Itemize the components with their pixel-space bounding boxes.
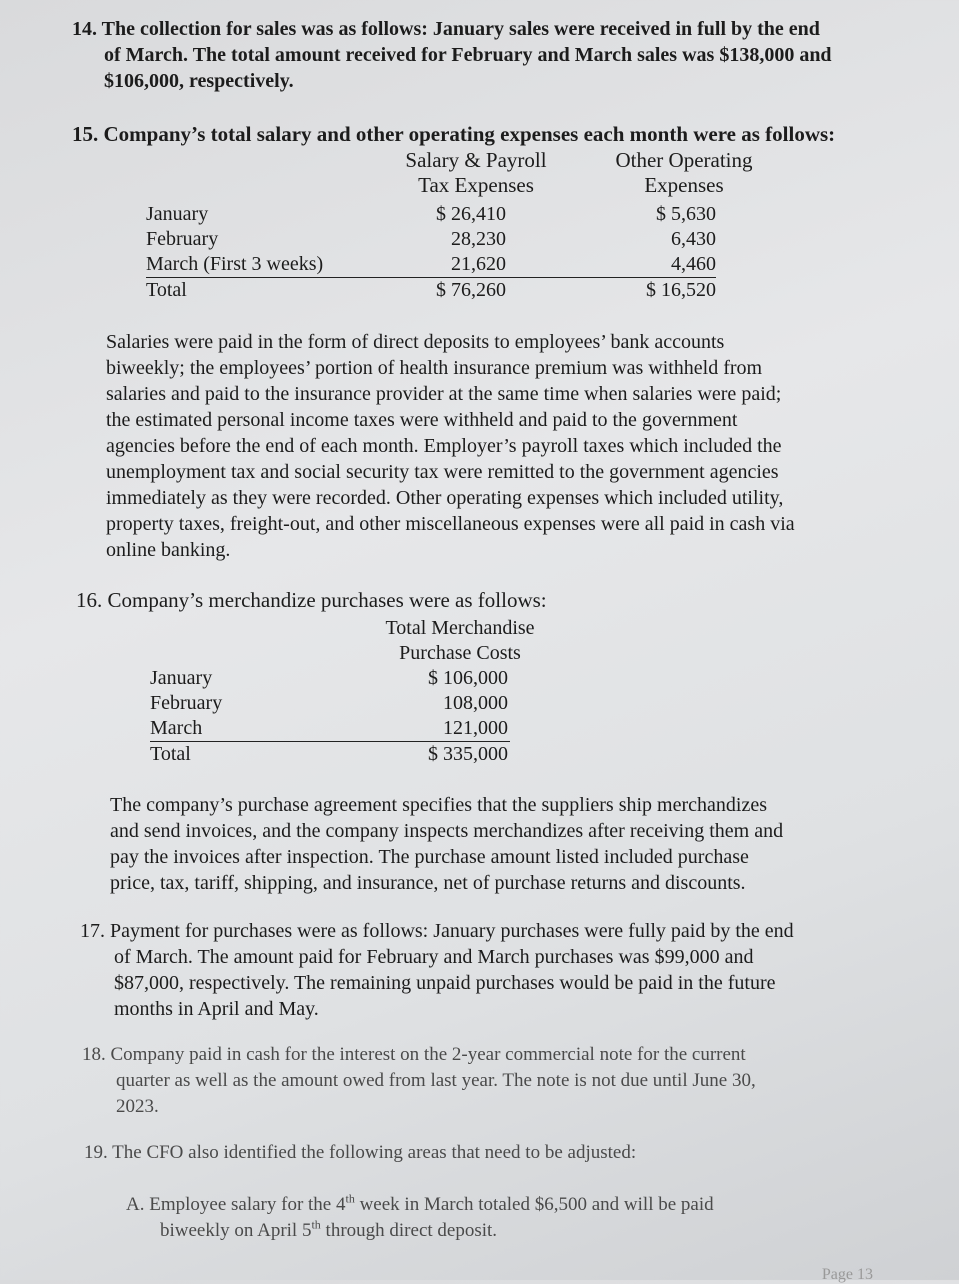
row-label: March [150,717,203,739]
purchase-value: $ 106,000 [428,667,508,689]
purchase-column-header [370,616,550,666]
row-label: Total [146,279,187,301]
other-column-header [606,148,762,198]
text-fragment: A. Employee salary for the 4 [126,1194,346,1215]
table-row [146,202,716,227]
table-row [150,666,510,691]
item-15-heading: 15. Company’s total salary and other operating expenses each month were as follows: [72,122,836,146]
table-row [150,691,510,716]
superscript: th [345,1191,355,1206]
salary-header-line: Tax Expenses [418,173,534,197]
salary-value: $ 26,410 [436,203,506,225]
item-19-a-line [126,1192,714,1218]
item-14 [72,16,832,94]
purchase-value: 121,000 [443,717,508,739]
table-row [146,252,716,278]
expenses-table [146,202,716,303]
paragraph-line: unemployment tax and social security tax were remitted to the government agencies [106,461,779,483]
item-19-a [126,1192,714,1244]
item-15-paragraph [106,329,795,563]
paragraph-line: immediately as they were recorded. Other operating expenses which included utility, [106,487,784,509]
paragraph-line: biweekly; the employees’ portion of health insurance premium was withheld from [106,357,763,379]
page-number: Page 13 [821,1266,873,1283]
item-17-line: $87,000, respectively. The remaining unpaid purchases would be paid in the future [114,972,776,994]
row-label: January [150,667,213,689]
other-header-line: Other Operating [615,148,753,172]
purchase-value: 108,000 [443,692,508,714]
table-row [146,227,716,252]
item-18-line: 18. Company paid in cash for the interest on the 2-year commercial note for the current [82,1044,746,1065]
item-17-line: 17. Payment for purchases were as follows: January purchases were fully paid by the end [80,920,794,942]
paragraph-line: property taxes, freight-out, and other miscellaneous expenses were all paid in cash via [106,513,795,535]
row-label: Total [150,743,191,765]
table-row [146,278,716,303]
item-18 [82,1042,756,1120]
other-value: $ 5,630 [656,203,716,225]
purchase-value: $ 335,000 [428,743,508,765]
salary-value: 28,230 [451,228,506,250]
salary-value: $ 76,260 [436,279,506,301]
item-19-heading: 19. The CFO also identified the following areas that need to be adjusted: [84,1142,637,1163]
item-18-line: 2023. [116,1096,159,1117]
item-16-heading: 16. Company’s merchandize purchases were as follows: [76,588,547,612]
salary-header-line: Salary & Payroll [405,148,547,172]
paragraph-line: the estimated personal income taxes were withheld and paid to the government [106,409,738,431]
paragraph-line: The company’s purchase agreement specifies that the suppliers ship merchandizes [110,794,767,816]
item-17-line: of March. The amount paid for February and March purchases was $99,000 and [114,946,754,968]
row-label: January [146,203,209,225]
item-17 [80,918,794,1022]
purchase-header-line: Total Merchandise [385,617,535,639]
text-fragment: week in March totaled $6,500 and will be paid [354,1194,714,1215]
item-17-line: months in April and May. [114,998,319,1020]
paragraph-line: online banking. [106,539,231,561]
paragraph-line: Salaries were paid in the form of direct deposits to employees’ bank accounts [106,331,725,353]
item-14-line: $106,000, respectively. [104,70,294,92]
item-14-line: of March. The total amount received for February and March sales was $138,000 and [104,44,832,66]
superscript: th [311,1217,321,1232]
salary-value: 21,620 [451,253,506,275]
text-fragment: biweekly on April 5 [160,1220,312,1241]
salary-column-header [398,148,554,198]
item-16-paragraph [110,792,783,896]
item-19-a-line [126,1218,714,1244]
row-label: March (First 3 weeks) [146,253,324,275]
other-header-line: Expenses [644,173,724,197]
item-18-line: quarter as well as the amount owed from last year. The note is not due until June 30, [116,1070,756,1091]
text-fragment: through direct deposit. [320,1220,498,1241]
item-14-line: 14. The collection for sales was as follows: January sales were received in full by the end [72,18,820,40]
table-row [150,716,510,742]
table-row [150,742,510,767]
paragraph-line: pay the invoices after inspection. The purchase amount listed included purchase [110,846,749,868]
other-value: $ 16,520 [646,279,716,301]
paragraph-line: and send invoices, and the company inspects merchandizes after receiving them and [110,820,784,842]
other-value: 4,460 [671,253,716,275]
paragraph-line: price, tax, tariff, shipping, and insurance, net of purchase returns and discounts. [110,872,746,894]
row-label: February [146,228,219,250]
purchase-header-line: Purchase Costs [399,642,521,664]
other-value: 6,430 [671,228,716,250]
row-label: February [150,692,223,714]
paragraph-line: agencies before the end of each month. Employer’s payroll taxes which included the [106,435,782,457]
purchases-table [150,666,510,767]
paragraph-line: salaries and paid to the insurance provider at the same time when salaries were paid; [106,383,782,405]
